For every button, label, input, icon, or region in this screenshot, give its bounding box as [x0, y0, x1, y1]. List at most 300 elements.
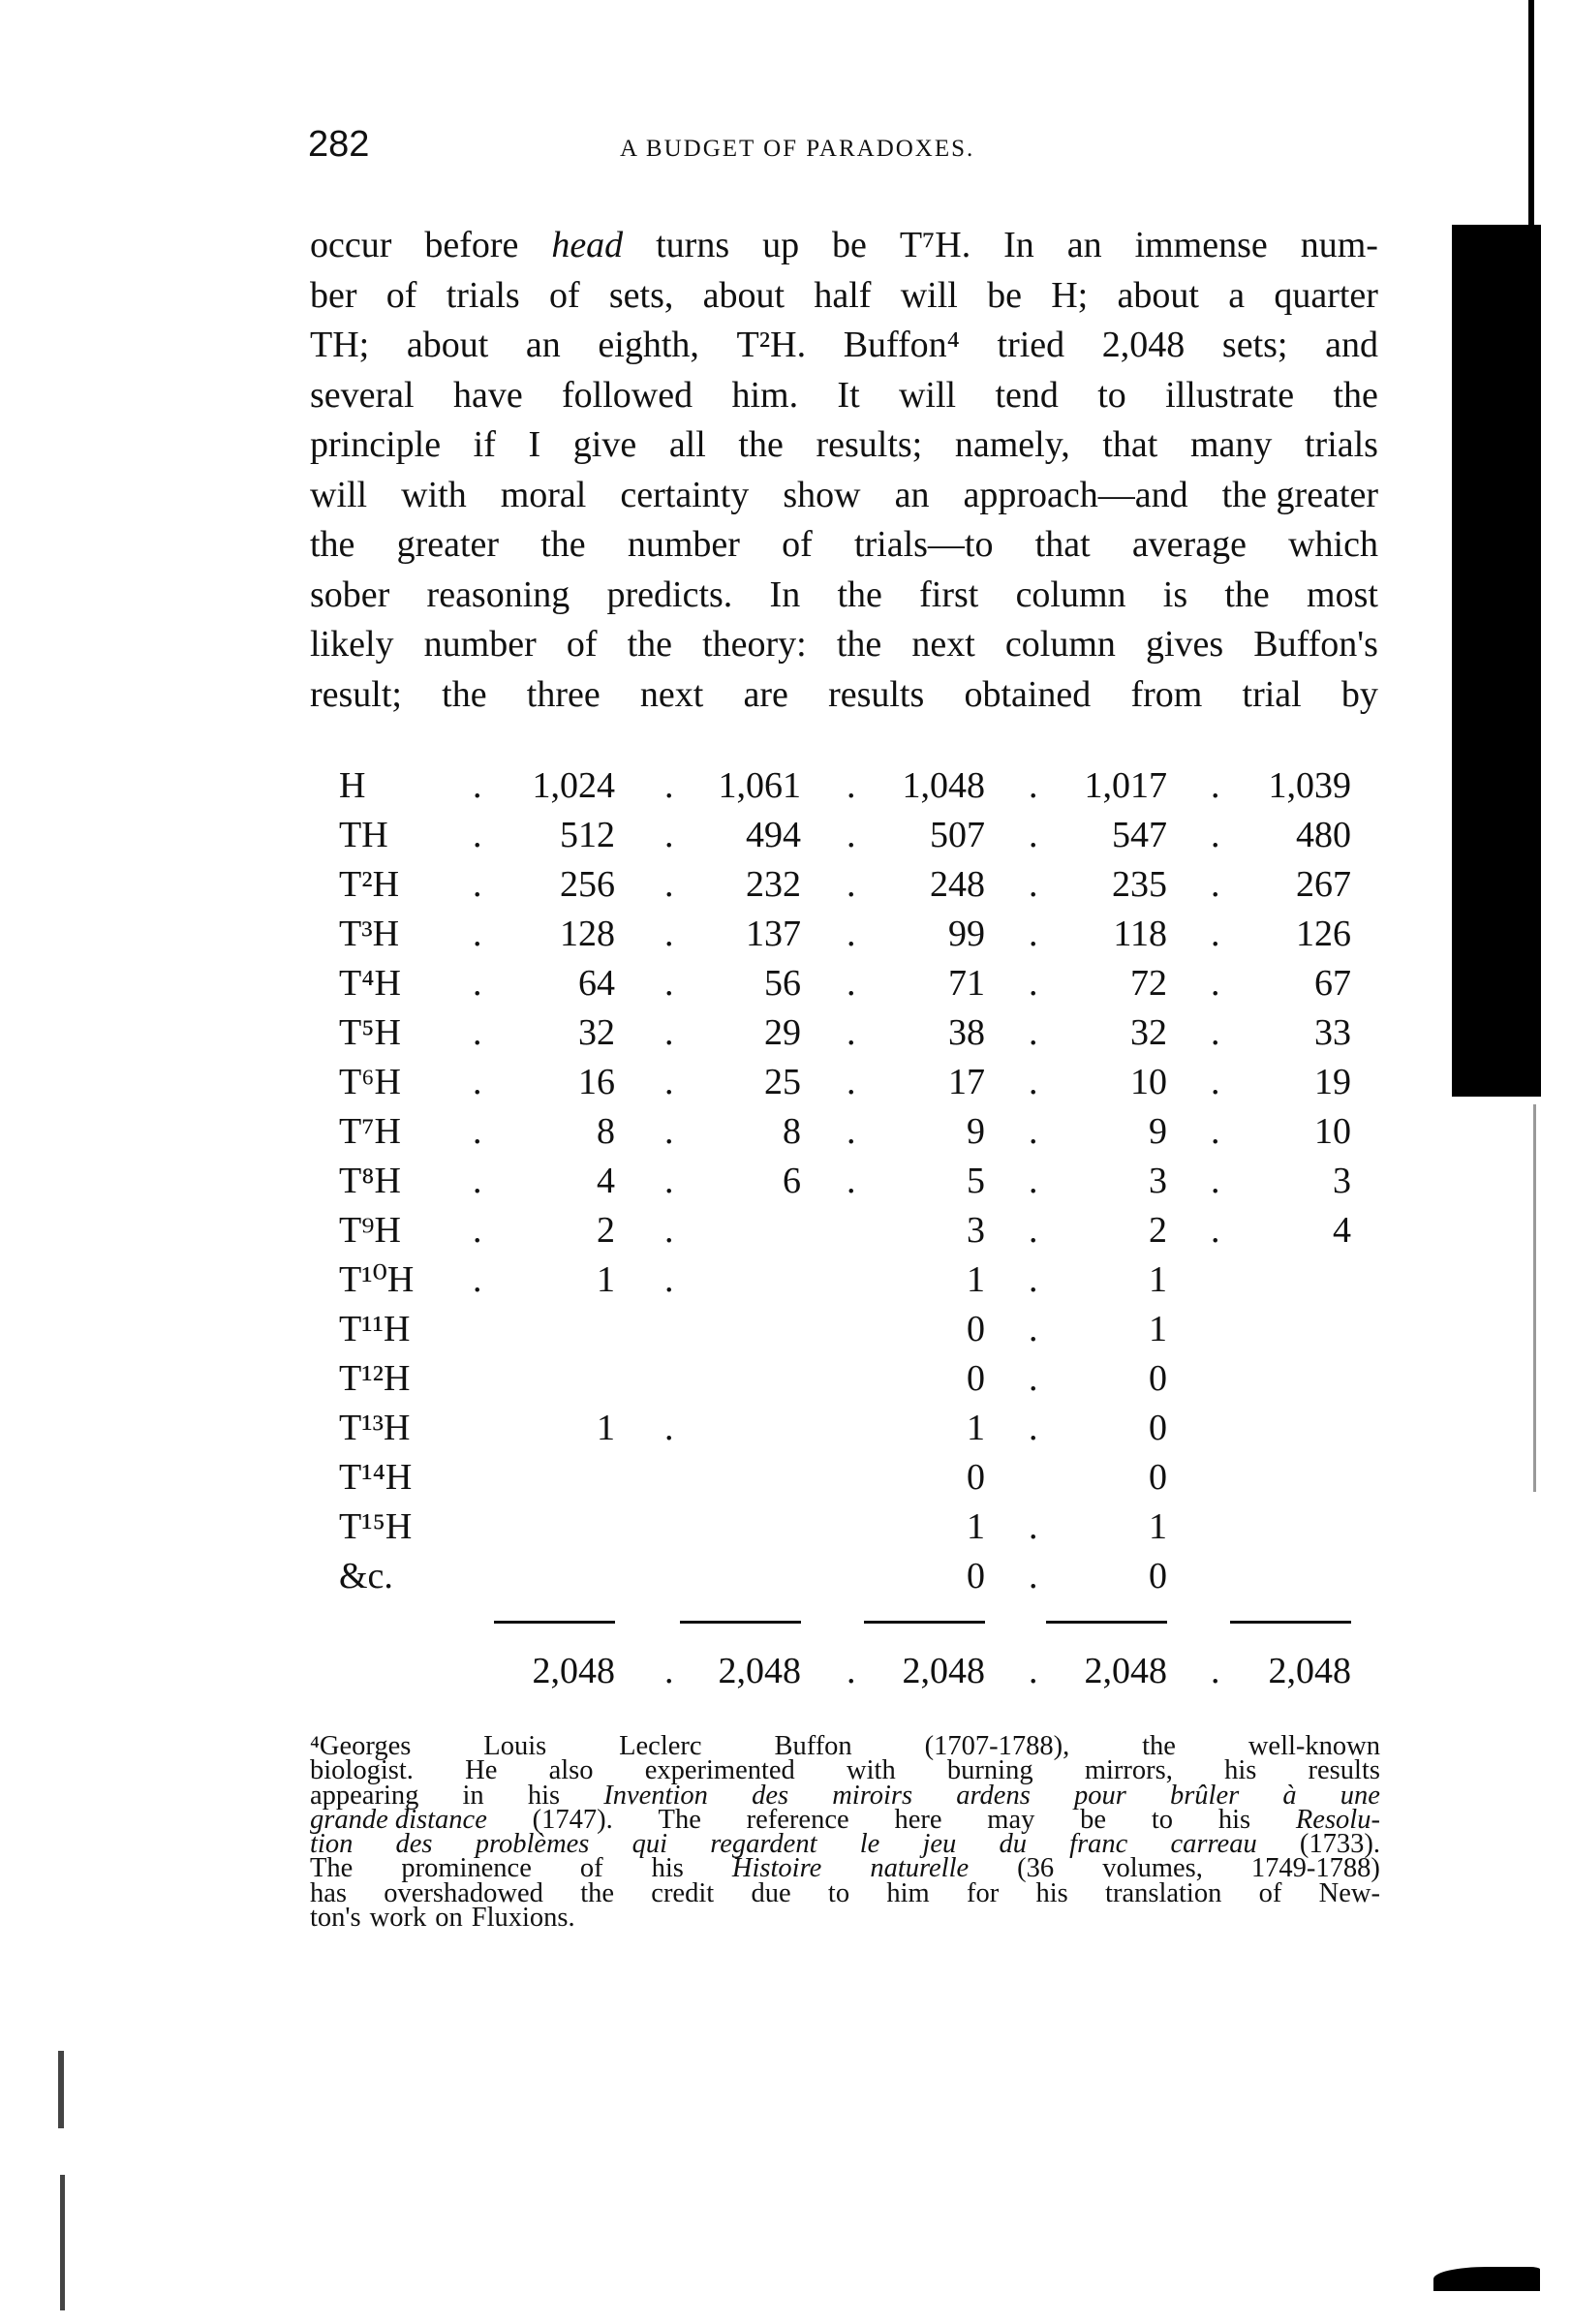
- word: the: [310, 524, 355, 565]
- table-cell: 4: [597, 1161, 615, 1201]
- word: It: [837, 374, 860, 416]
- table-row: [0, 959, 1571, 1008]
- word: overshadowed: [384, 1877, 543, 1908]
- table-row: [0, 1354, 1571, 1404]
- table-row: [0, 910, 1571, 959]
- word: Buffon: [774, 1731, 852, 1761]
- word: immense: [1134, 225, 1268, 265]
- word: trials—to: [853, 524, 994, 565]
- word: credit: [651, 1877, 715, 1908]
- table-row: [0, 1157, 1571, 1206]
- word: Resolu-: [1295, 1804, 1380, 1835]
- word: is: [1162, 573, 1188, 615]
- table-cell: 2,048: [532, 1651, 615, 1691]
- word: which: [1288, 524, 1378, 565]
- word: three: [526, 673, 601, 715]
- table-cell: 3: [967, 1210, 985, 1251]
- word: of: [385, 274, 417, 316]
- leader-dot: .: [664, 1408, 674, 1448]
- text-line: [310, 321, 1378, 371]
- row-label: T⁹H: [339, 1210, 401, 1251]
- word: his: [527, 1780, 561, 1811]
- leader-dot: .: [473, 1161, 482, 1201]
- word: with: [847, 1755, 896, 1786]
- table-cell: 5: [967, 1161, 985, 1201]
- word: the: [540, 524, 586, 565]
- table-cell: 1: [967, 1408, 985, 1448]
- word: des: [752, 1780, 789, 1811]
- word: an: [1066, 225, 1102, 265]
- table-cell: 25: [764, 1062, 801, 1102]
- word: Louis: [483, 1731, 547, 1761]
- leader-dot: .: [1029, 1012, 1038, 1053]
- leader-dot: .: [1029, 914, 1038, 954]
- word: the: [837, 573, 882, 615]
- sum-rule: [1230, 1621, 1351, 1624]
- word: of: [782, 524, 813, 565]
- word: quarter: [1274, 274, 1378, 316]
- table-cell: 0: [967, 1457, 985, 1498]
- leader-dot: .: [1029, 1408, 1038, 1448]
- leader-dot: .: [847, 864, 856, 905]
- word: (1733).: [1299, 1829, 1380, 1860]
- table-cell: 2: [1149, 1210, 1167, 1251]
- table-cell: 256: [560, 864, 615, 905]
- word: ⁴Georges: [310, 1731, 412, 1761]
- leader-dot: .: [847, 963, 856, 1004]
- sum-rule: [494, 1621, 615, 1624]
- word: results;: [816, 424, 923, 465]
- word: TH;: [310, 325, 370, 365]
- word: ber: [310, 274, 357, 316]
- word: have: [452, 374, 523, 416]
- table-cell: 1,039: [1268, 765, 1351, 806]
- table-cell: 38: [948, 1012, 985, 1053]
- word: well-known: [1248, 1731, 1380, 1761]
- table-cell: 3: [1149, 1161, 1167, 1201]
- table-row: [0, 1503, 1571, 1552]
- word: The: [658, 1804, 701, 1835]
- table-row: [0, 811, 1571, 860]
- row-label: T³H: [339, 914, 400, 954]
- row-label: T¹⁰H: [339, 1259, 415, 1300]
- word: Buffon's: [1253, 624, 1378, 665]
- word: regardent: [710, 1829, 817, 1860]
- word: and: [1325, 325, 1378, 365]
- table-cell: 2,048: [718, 1651, 801, 1691]
- table-cell: 2: [597, 1210, 615, 1251]
- word: be: [832, 225, 867, 265]
- table-cell: 480: [1296, 815, 1351, 855]
- word: (36: [1017, 1853, 1055, 1884]
- text-line: [310, 1903, 1380, 1934]
- word: pour: [1073, 1780, 1126, 1811]
- leader-dot: .: [1029, 815, 1038, 855]
- leader-dot: .: [1029, 1111, 1038, 1152]
- word: to: [1097, 374, 1126, 416]
- table-cell: 33: [1314, 1012, 1351, 1053]
- word: burning: [946, 1755, 1033, 1786]
- word: une: [1340, 1780, 1380, 1811]
- word: that: [1102, 424, 1158, 465]
- word: result;: [310, 673, 402, 715]
- leader-dot: .: [1029, 1210, 1038, 1251]
- word: in: [462, 1780, 484, 1811]
- word: may: [987, 1804, 1035, 1835]
- leader-dot: .: [847, 1111, 856, 1152]
- word: He: [465, 1755, 498, 1786]
- word: In: [1003, 225, 1034, 265]
- leader-dot: .: [473, 1062, 482, 1102]
- sum-rule: [1046, 1621, 1167, 1624]
- word: of: [566, 624, 598, 665]
- text-line: [310, 571, 1378, 621]
- word: with: [401, 474, 467, 515]
- word: about: [1117, 274, 1199, 316]
- word: turns: [656, 225, 730, 265]
- word: brûler: [1169, 1780, 1240, 1811]
- table-cell: 32: [578, 1012, 615, 1053]
- word: by: [1340, 673, 1378, 715]
- word: also: [548, 1755, 594, 1786]
- word: reference: [746, 1804, 849, 1835]
- word: the: [580, 1877, 615, 1908]
- leader-dot: .: [1029, 1259, 1038, 1300]
- text-line: [310, 1755, 1380, 1786]
- word: first: [919, 573, 979, 615]
- table-cell: 19: [1314, 1062, 1351, 1102]
- word: many: [1189, 424, 1273, 465]
- word: Fluxions.: [471, 1903, 575, 1934]
- leader-dot: .: [664, 963, 674, 1004]
- table-cell: 2,048: [902, 1651, 985, 1691]
- word: illustrate: [1165, 374, 1295, 416]
- leader-dot: .: [1029, 963, 1038, 1004]
- totals-row: [0, 1647, 1571, 1696]
- word: of: [1258, 1877, 1282, 1908]
- word: due: [751, 1877, 791, 1908]
- word: be: [987, 274, 1022, 316]
- word: show: [783, 474, 861, 515]
- row-label: TH: [339, 815, 388, 855]
- leader-dot: .: [847, 765, 856, 806]
- table-row: [0, 860, 1571, 910]
- table-cell: 0: [1149, 1408, 1167, 1448]
- leader-dot: .: [1211, 1210, 1220, 1251]
- table-cell: 118: [1113, 914, 1167, 954]
- body-text: [310, 221, 1378, 720]
- word: Buffon⁴: [843, 325, 960, 365]
- leader-dot: .: [473, 815, 482, 855]
- row-label: T¹¹H: [339, 1309, 411, 1349]
- table-cell: 16: [578, 1062, 615, 1102]
- word: to: [1151, 1804, 1174, 1835]
- leader-dot: .: [664, 1651, 674, 1691]
- word: namely,: [954, 424, 1070, 465]
- table-row: [0, 761, 1571, 811]
- word: biologist.: [310, 1755, 414, 1786]
- leader-dot: .: [664, 1161, 674, 1201]
- table-cell: 507: [930, 815, 985, 855]
- leader-dot: .: [1211, 815, 1220, 855]
- table-cell: 56: [764, 963, 801, 1004]
- word: moral: [500, 474, 587, 515]
- word: that: [1034, 524, 1091, 565]
- word: him: [886, 1877, 930, 1908]
- leader-dot: .: [473, 864, 482, 905]
- row-label: T¹⁵H: [339, 1506, 413, 1547]
- table-cell: 0: [1149, 1358, 1167, 1399]
- word: here: [894, 1804, 942, 1835]
- word: number: [627, 524, 740, 565]
- table-cell: 2,048: [1268, 1651, 1351, 1691]
- word: obtained: [964, 673, 1092, 715]
- leader-dot: .: [847, 1062, 856, 1102]
- table-cell: 1,024: [532, 765, 615, 806]
- table-cell: 72: [1130, 963, 1167, 1004]
- word: average: [1131, 524, 1247, 565]
- word: eighth,: [598, 325, 699, 365]
- leader-dot: .: [473, 1111, 482, 1152]
- leader-dot: .: [847, 1651, 856, 1691]
- word: him.: [731, 374, 799, 416]
- word: his: [1224, 1755, 1257, 1786]
- word: (1707-1788),: [924, 1731, 1070, 1761]
- table-cell: 0: [967, 1309, 985, 1349]
- word: prominence: [401, 1853, 532, 1884]
- word: du: [999, 1829, 1027, 1860]
- word: likely: [310, 624, 394, 665]
- leader-dot: .: [847, 1012, 856, 1053]
- leader-dot: .: [1211, 1062, 1220, 1102]
- leader-dot: .: [664, 765, 674, 806]
- word: if: [473, 424, 496, 465]
- word: Invention: [603, 1780, 708, 1811]
- word: will: [900, 274, 958, 316]
- row-label: T⁶H: [339, 1062, 401, 1102]
- table-cell: 32: [1130, 1012, 1167, 1053]
- leader-dot: .: [847, 1161, 856, 1201]
- word: be: [1080, 1804, 1107, 1835]
- text-line: [310, 221, 1378, 271]
- leader-dot: .: [1029, 1062, 1038, 1102]
- word: his: [1217, 1804, 1251, 1835]
- table-cell: 1: [597, 1259, 615, 1300]
- table-cell: 0: [967, 1556, 985, 1596]
- table-cell: 1: [597, 1408, 615, 1448]
- table-row: [0, 1453, 1571, 1503]
- word: trials: [446, 274, 520, 316]
- table-cell: 3: [1333, 1161, 1351, 1201]
- table-row: [0, 1008, 1571, 1058]
- word: gives: [1145, 624, 1224, 665]
- word: trials: [1304, 424, 1378, 465]
- leader-dot: .: [1211, 1111, 1220, 1152]
- word: tion: [310, 1829, 354, 1860]
- word: jeu: [922, 1829, 957, 1860]
- word: has: [310, 1877, 347, 1908]
- table-cell: 0: [967, 1358, 985, 1399]
- text-line: [310, 520, 1378, 571]
- leader-dot: .: [664, 1111, 674, 1152]
- word: T⁷H.: [899, 225, 971, 265]
- word: about: [406, 325, 489, 365]
- text-line: [310, 620, 1378, 670]
- word: franc: [1069, 1829, 1128, 1860]
- table-cell: 10: [1130, 1062, 1167, 1102]
- word: his: [651, 1853, 684, 1884]
- table-cell: 137: [746, 914, 801, 954]
- leader-dot: .: [1029, 1651, 1038, 1691]
- word: the: [836, 624, 882, 665]
- leader-dot: .: [847, 815, 856, 855]
- scan-edge-line: [1533, 1104, 1536, 1492]
- word: the: [627, 624, 672, 665]
- leader-dot: .: [1211, 963, 1220, 1004]
- word: most: [1307, 573, 1378, 615]
- word: Leclerc: [619, 1731, 702, 1761]
- word: 2,048: [1101, 325, 1186, 365]
- word: the: [738, 424, 784, 465]
- word: the: [442, 673, 487, 715]
- leader-dot: .: [664, 1210, 674, 1251]
- table-cell: 1,061: [718, 765, 801, 806]
- word: naturelle: [870, 1853, 970, 1884]
- leader-dot: .: [664, 864, 674, 905]
- row-label: T⁵H: [339, 1012, 401, 1053]
- leader-dot: .: [473, 914, 482, 954]
- word: (1747).: [532, 1804, 613, 1835]
- leader-dot: .: [664, 914, 674, 954]
- word: The: [310, 1853, 354, 1884]
- word: followed: [562, 374, 693, 416]
- word: head: [551, 225, 624, 265]
- leader-dot: .: [1029, 765, 1038, 806]
- word: of: [548, 274, 580, 316]
- table-cell: 1,048: [902, 765, 985, 806]
- table-cell: 99: [948, 914, 985, 954]
- table-row: [0, 1552, 1571, 1601]
- leader-dot: .: [1029, 1309, 1038, 1349]
- word: à: [1282, 1780, 1297, 1811]
- leader-dot: .: [1211, 864, 1220, 905]
- table-cell: 494: [746, 815, 801, 855]
- table-cell: 8: [597, 1111, 615, 1152]
- text-line: [310, 371, 1378, 421]
- word: an: [894, 474, 930, 515]
- table-row: [0, 1404, 1571, 1453]
- word: New-: [1318, 1877, 1380, 1908]
- leader-dot: .: [1029, 864, 1038, 905]
- running-head: A BUDGET OF PARADOXES.: [620, 136, 975, 162]
- word: appearing: [310, 1780, 419, 1811]
- word: predicts.: [606, 573, 733, 615]
- text-line: [310, 670, 1378, 721]
- row-label: T¹⁴H: [339, 1457, 413, 1498]
- word: the: [1224, 573, 1270, 615]
- leader-dot: .: [473, 1012, 482, 1053]
- word: about: [702, 274, 786, 316]
- leader-dot: .: [664, 1062, 674, 1102]
- word: half: [814, 274, 872, 316]
- word: next: [639, 673, 704, 715]
- table-row: [0, 1255, 1571, 1305]
- table-cell: 10: [1314, 1111, 1351, 1152]
- word: ton's: [310, 1903, 361, 1934]
- table-cell: 1: [967, 1506, 985, 1547]
- leader-dot: .: [1211, 1012, 1220, 1053]
- table-row: [0, 1206, 1571, 1255]
- word: translation: [1105, 1877, 1222, 1908]
- leader-dot: .: [1029, 1161, 1038, 1201]
- word: tried: [997, 325, 1065, 365]
- leader-dot: .: [473, 765, 482, 806]
- word: to: [827, 1877, 850, 1908]
- word: des: [395, 1829, 433, 1860]
- row-label: &c.: [339, 1556, 393, 1596]
- word: give: [572, 424, 637, 465]
- word: theory:: [702, 624, 807, 665]
- table-cell: 248: [930, 864, 985, 905]
- table-row: [0, 1647, 1571, 1696]
- table-cell: 67: [1314, 963, 1351, 1004]
- word: trial: [1242, 673, 1302, 715]
- word: will: [898, 374, 957, 416]
- word: Histoire: [731, 1853, 822, 1884]
- leader-dot: .: [473, 1210, 482, 1251]
- table-cell: 4: [1333, 1210, 1351, 1251]
- table-row: [0, 1305, 1571, 1354]
- word: sets,: [608, 274, 674, 316]
- table-cell: 8: [783, 1111, 801, 1152]
- leader-dot: .: [664, 815, 674, 855]
- table-cell: 547: [1112, 815, 1167, 855]
- text-line: [310, 271, 1378, 322]
- coin-trials-table: [0, 761, 1571, 1601]
- word: all: [668, 424, 706, 465]
- leader-dot: .: [1211, 1161, 1220, 1201]
- row-label: T²H: [339, 864, 400, 905]
- word: volumes,: [1102, 1853, 1203, 1884]
- word: of: [579, 1853, 603, 1884]
- leader-dot: .: [473, 1259, 482, 1300]
- scan-binding-mark: [58, 2051, 64, 2128]
- leader-dot: .: [1029, 1556, 1038, 1596]
- table-cell: 1,017: [1084, 765, 1167, 806]
- row-label: T⁴H: [339, 963, 401, 1004]
- word: mirrors,: [1084, 1755, 1173, 1786]
- word: the greater: [1221, 474, 1378, 515]
- word: T²H.: [736, 325, 807, 365]
- table-cell: 0: [1149, 1556, 1167, 1596]
- word: the: [1333, 374, 1378, 416]
- table-cell: 235: [1112, 864, 1167, 905]
- word: sets;: [1221, 325, 1288, 365]
- table-cell: 9: [967, 1111, 985, 1152]
- word: before: [424, 225, 519, 265]
- word: I: [528, 424, 541, 465]
- text-line: [310, 1877, 1380, 1908]
- footnote: [310, 1731, 1380, 1934]
- word: work: [369, 1903, 427, 1934]
- text-line: [310, 471, 1378, 521]
- scan-binding-mark: [60, 2175, 65, 2310]
- table-cell: 64: [578, 963, 615, 1004]
- table-cell: 1: [1149, 1506, 1167, 1547]
- leader-dot: .: [1211, 1651, 1220, 1691]
- word: greater: [396, 524, 500, 565]
- leader-dot: .: [847, 914, 856, 954]
